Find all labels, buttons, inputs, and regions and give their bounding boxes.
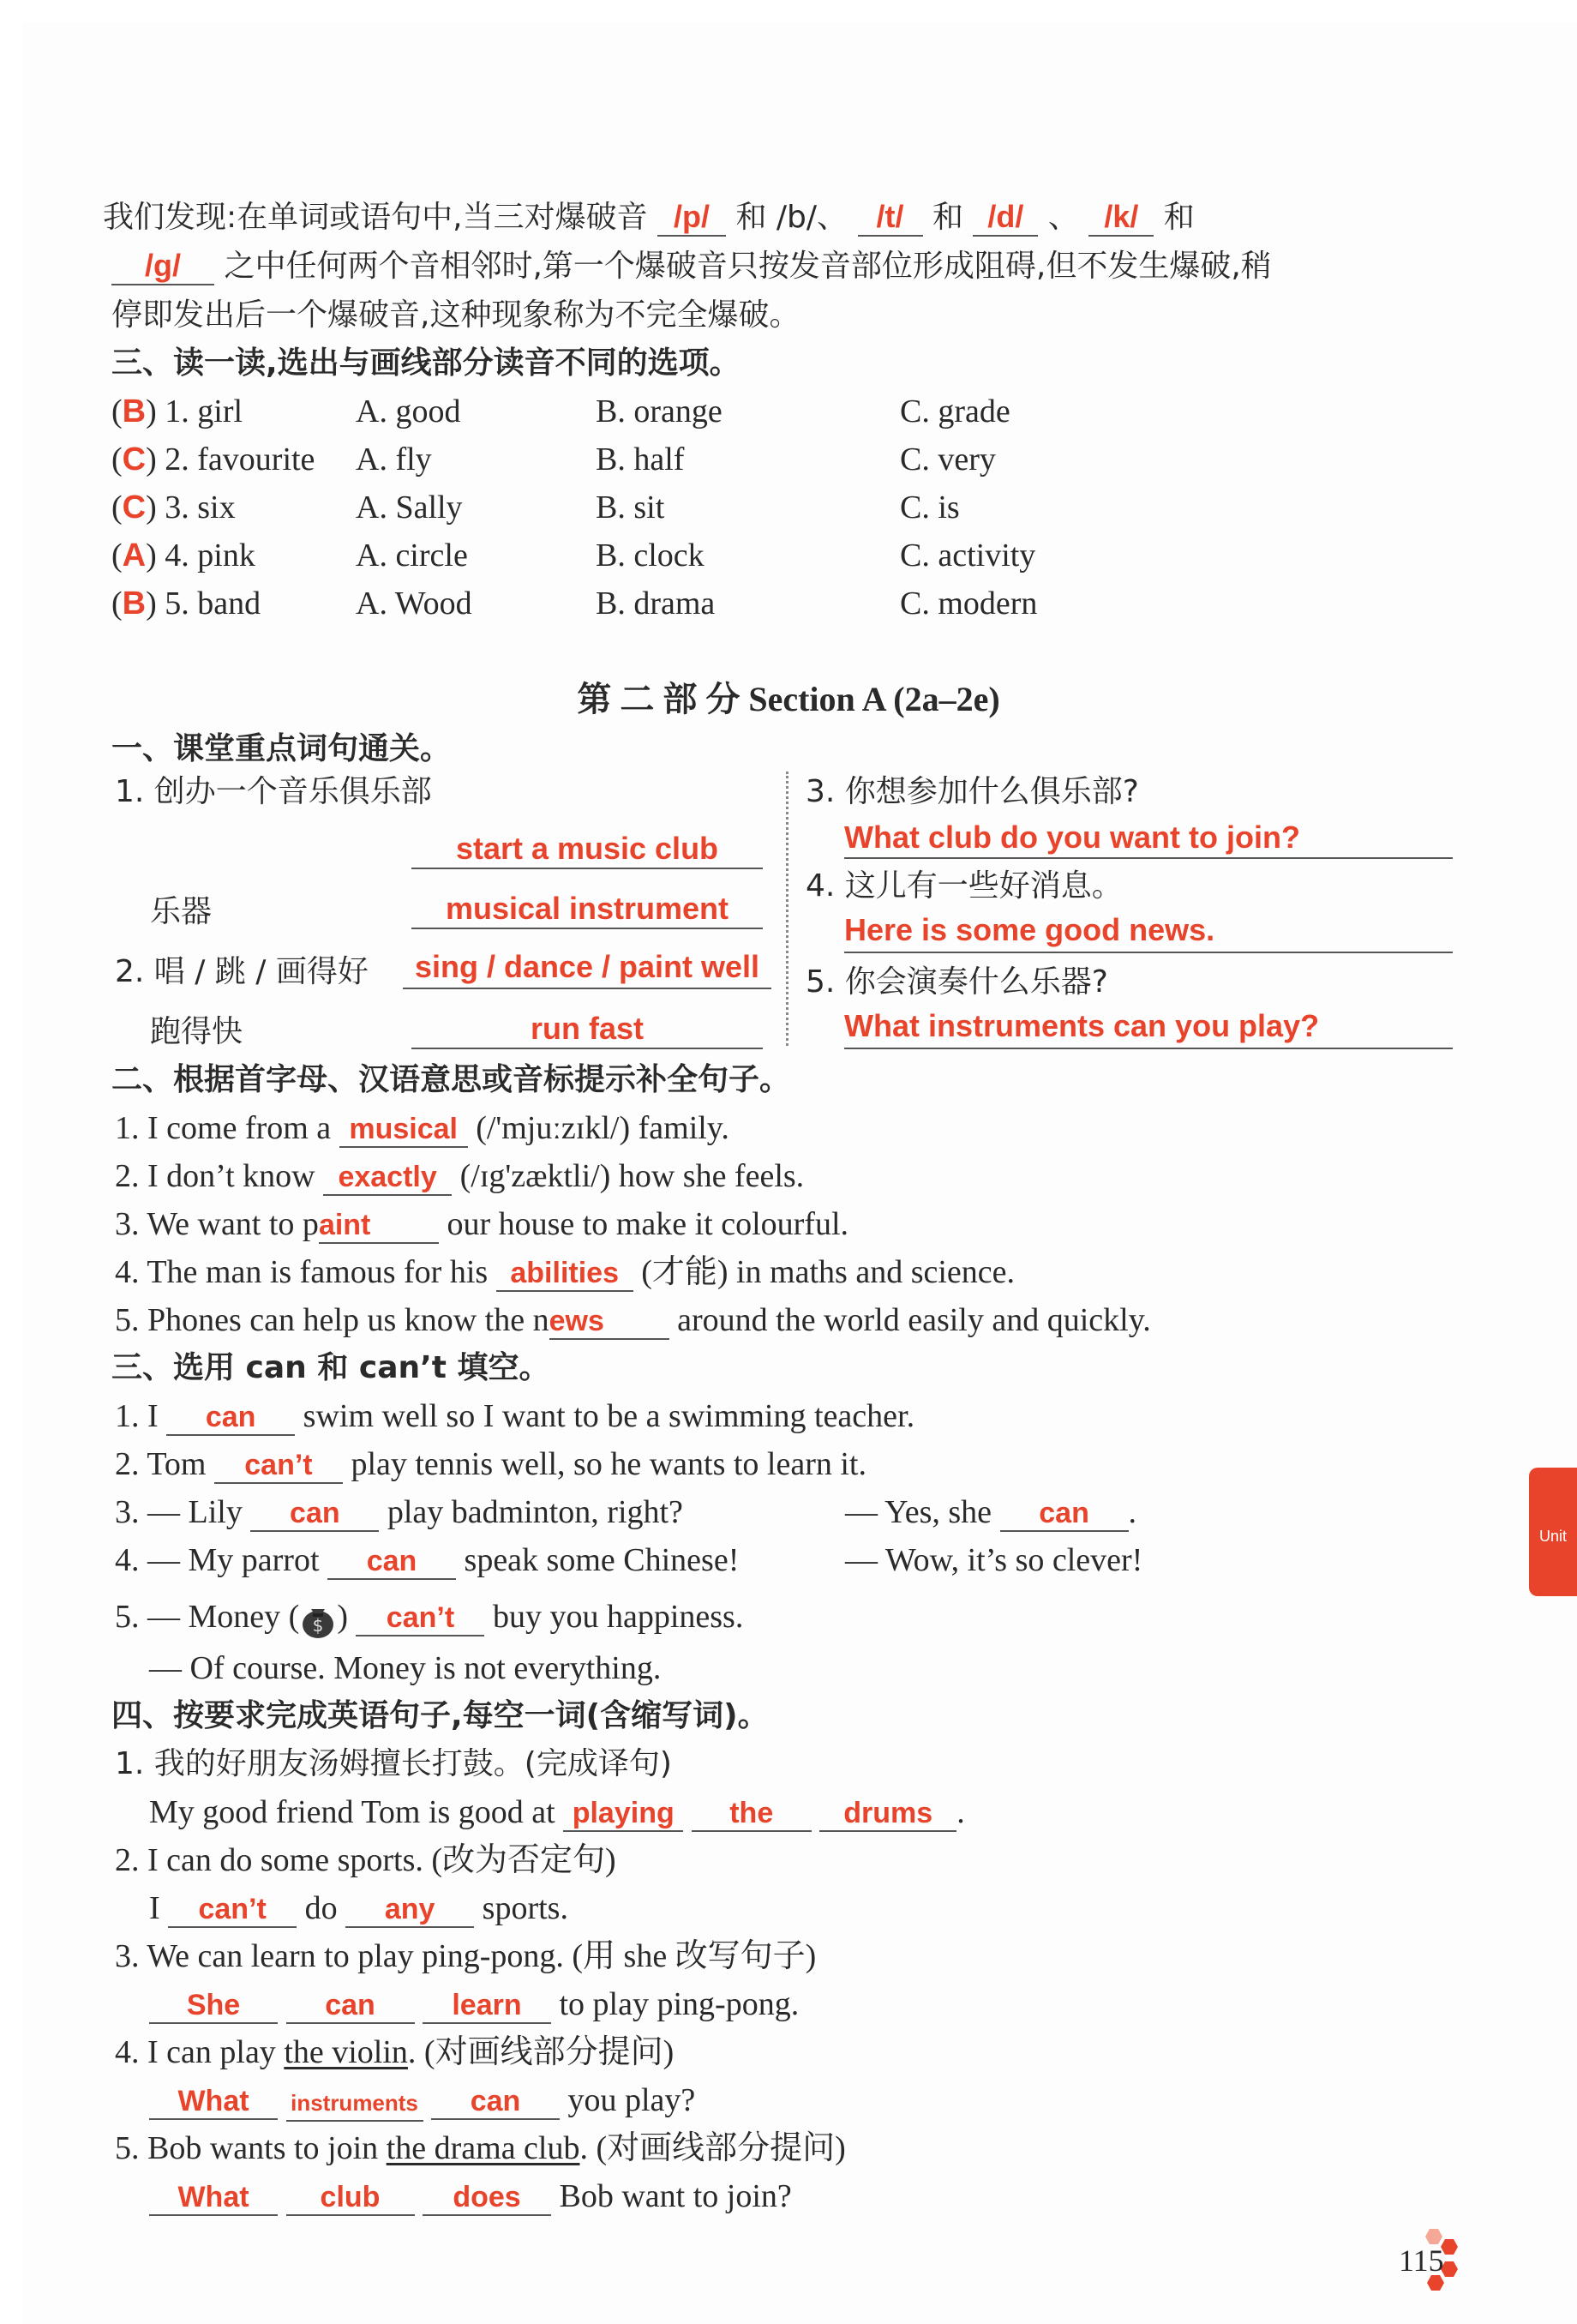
answer-text: What (177, 2085, 249, 2117)
section-heading: 二、根据首字母、汉语意思或音标提示补全句子。 (111, 1062, 791, 1097)
rewrite-answer-4 (149, 2080, 695, 2122)
answer-text: run fast (530, 1011, 644, 1046)
intro-line-1 (103, 197, 1195, 238)
sentence-text: — Yes, she (845, 1494, 992, 1530)
phrase-label: 3. 你想参加什么俱乐部? (806, 774, 1139, 809)
sentence-text: 4. — My parrot (115, 1542, 320, 1578)
phrase-label: 跑得快 (150, 1014, 243, 1049)
answer-text: can’t (244, 1449, 313, 1481)
read-item-question: (A) 4. pink (111, 537, 255, 573)
answer-blank (327, 1543, 456, 1580)
option-c (900, 391, 1010, 432)
sentence-text: to play ping-pong. (559, 1986, 800, 2022)
option-b: B. sit (596, 489, 665, 525)
option-b (596, 583, 715, 624)
answer-blank (111, 249, 214, 285)
option-b: B. clock (596, 537, 705, 573)
option-a: A. good (356, 393, 461, 429)
answer-text: C (122, 441, 147, 477)
underlined-text: the drama club (386, 2130, 580, 2166)
phrase-label: 2. 唱 / 跳 / 画得好 (115, 954, 369, 989)
read-item-question: (C) 2. favourite (111, 441, 315, 477)
section-title: 第 二 部 分 Section A (2a–2e) (577, 680, 1000, 718)
sentence-text: 1. I (115, 1398, 159, 1434)
answer-text: exactly (338, 1161, 437, 1193)
option-a (356, 583, 472, 624)
answer-blank (149, 2083, 278, 2120)
answer-blank (657, 200, 726, 237)
item-word: girl (197, 393, 243, 429)
fill-sentence-4 (115, 1252, 1015, 1293)
answer-text: /d/ (987, 199, 1024, 234)
fill-sentence-2 (115, 1156, 804, 1197)
answer-text: can (366, 1545, 417, 1577)
option-c: C. grade (900, 393, 1010, 429)
sentence-text: play badminton, right? (387, 1494, 683, 1530)
section-heading: 一、课堂重点词句通关。 (111, 731, 452, 766)
sentence-text: you play? (567, 2082, 696, 2118)
answer-text: club (320, 2181, 381, 2213)
underlined-text: the violin (284, 2034, 408, 2070)
sentence-text: our house to make it colourful. (447, 1206, 848, 1242)
can-reply-4: — Wow, it’s so clever! (845, 1542, 1143, 1578)
option-b (596, 535, 705, 576)
option-c: C. modern (900, 586, 1038, 622)
sentence-text: 1. I come from a (115, 1110, 332, 1146)
answer-blank (423, 2179, 551, 2216)
rewrite-question-3: 3. We can learn to play ping-pong. (用 she 改写句子) (115, 1938, 817, 1974)
answer-blank (973, 200, 1038, 237)
sentence-text: around the world easily and quickly. (677, 1302, 1151, 1338)
option-c (900, 439, 996, 480)
intro-text: 我们发现:在单词或语句中,当三对爆破音 (103, 200, 648, 235)
sentence-text: My good friend Tom is good at (149, 1794, 555, 1830)
answer-text: can (205, 1401, 256, 1433)
item-word: band (197, 586, 261, 622)
answer-text: can’t (198, 1893, 267, 1925)
option-a: A. circle (356, 537, 468, 573)
section-heading: 三、选用 can 和 can’t 填空。 (111, 1350, 550, 1385)
answer-blank (250, 1495, 379, 1532)
intro-text: 和 (1163, 200, 1195, 235)
option-a (356, 439, 432, 480)
intro-text: 之中任何两个音相邻时,第一个爆破音只按发音部位形成阻碍,但不发生爆破,稍 (224, 249, 1272, 284)
sentence-text: (/ɪg'zæktli/) how she feels. (459, 1158, 805, 1194)
section-heading: 三、读一读,选出与画线部分读音不同的选项。 (111, 345, 741, 381)
answer-blank (1000, 1495, 1129, 1532)
answer-text: C (122, 489, 147, 525)
sentence-text: . (对画线部分提问) (579, 2130, 846, 2166)
answer-blank (286, 1987, 415, 2024)
answer-text: learn (452, 1989, 522, 2021)
option-c: C. activity (900, 537, 1036, 573)
answer-text: playing (572, 1797, 675, 1829)
phrase-label: 4. 这儿有一些好消息。 (806, 868, 1123, 904)
sentence-text: (才能) in maths and science. (641, 1254, 1016, 1290)
answer-text: /g/ (145, 248, 181, 283)
read-item-question: (B) 1. girl (111, 393, 243, 429)
option-c (900, 487, 960, 528)
money-bag-icon (299, 1599, 337, 1640)
can-sentence-1 (115, 1396, 914, 1437)
section-heading: 四、按要求完成英语句子,每空一词(含缩写词)。 (111, 1698, 769, 1733)
answer-blank (166, 1399, 295, 1436)
answer-text: can’t (386, 1601, 455, 1634)
intro-line-2 (111, 246, 1272, 287)
can-sentence-3 (115, 1492, 683, 1533)
answer-blank (149, 1987, 278, 2024)
option-a: A. fly (356, 441, 432, 477)
phrase-label: 乐器 (150, 894, 213, 929)
answer-blank (431, 2083, 560, 2120)
answer-text: What instruments can you play? (844, 1008, 1320, 1043)
sentence-text: sports. (482, 1890, 568, 1926)
answer-blank (692, 1795, 812, 1832)
sentence-text: Bob want to join? (559, 2178, 792, 2214)
answer-text: start a music club (455, 831, 719, 866)
answer-blank (149, 2179, 278, 2216)
sentence-text: 5. Bob wants to join (115, 2130, 387, 2166)
item-word: favourite (197, 441, 315, 477)
page-number: 115 (1399, 2243, 1444, 2278)
item-number: 1. (165, 393, 189, 429)
answer-blank (323, 1159, 452, 1196)
option-b (596, 391, 723, 432)
answer-text: instruments (291, 2090, 418, 2116)
sentence-text: play tennis well, so he wants to learn it. (351, 1446, 866, 1482)
sentence-text: do (304, 1890, 338, 1926)
answer-text: can (470, 2085, 521, 2117)
answer-text: musical instrument (445, 891, 729, 926)
option-c: C. is (900, 489, 960, 525)
sentence-text: speak some Chinese! (464, 1542, 740, 1578)
sentence-text: 4. The man is famous for his (115, 1254, 489, 1290)
svg-text:$: $ (312, 1615, 324, 1636)
answer-text: abilities (510, 1257, 619, 1289)
answer-text: /t/ (876, 199, 904, 234)
answer-text: can (325, 1989, 375, 2021)
answer-text: She (186, 1989, 241, 2021)
answer-text: aint (318, 1209, 371, 1241)
rewrite-question-2: 2. I can do some sports. (改为否定句) (115, 1842, 616, 1878)
sentence-text: I (149, 1890, 160, 1926)
answer-text: /k/ (1104, 199, 1139, 234)
sentence-text: . (956, 1794, 965, 1830)
intro-line-3: 停即发出后一个爆破音,这种现象称为不完全爆破。 (111, 297, 800, 333)
answer-text: What (177, 2181, 249, 2213)
fill-sentence-5 (115, 1300, 1151, 1341)
intro-text: 和 (932, 200, 963, 235)
answer-text: A (122, 537, 147, 573)
answer-line (411, 928, 763, 929)
column-divider (786, 772, 788, 1046)
item-word: six (197, 489, 236, 525)
answer-text: What club do you want to join? (844, 820, 1300, 855)
answer-text: can (1039, 1497, 1089, 1529)
rewrite-question-5 (115, 2128, 846, 2169)
rewrite-answer-3 (149, 1984, 799, 2025)
item-word: pink (197, 537, 255, 573)
option-b: B. orange (596, 393, 723, 429)
fill-sentence-3 (115, 1204, 848, 1245)
sentence-text: 2. Tom (115, 1446, 207, 1482)
sentence-text: 2. I don’t know (115, 1158, 315, 1194)
phrase-label: 5. 你会演奏什么乐器? (806, 964, 1108, 1000)
answer-text: does (453, 2181, 521, 2213)
item-number: 4. (165, 537, 189, 573)
option-a: A. Sally (356, 489, 463, 525)
answer-blank (563, 1795, 683, 1832)
answer-line (844, 1048, 1453, 1049)
answer-line (411, 1048, 763, 1049)
intro-text: 、 (1047, 200, 1079, 235)
option-c: C. very (900, 441, 996, 477)
sentence-text: ) (337, 1599, 348, 1635)
sentence-text: 4. I can play (115, 2034, 285, 2070)
option-a (356, 391, 460, 432)
phrase-label: 1. 创办一个音乐俱乐部 (115, 774, 432, 809)
answer-blank (549, 1303, 669, 1340)
item-number: 2. (165, 441, 189, 477)
answer-blank (496, 1255, 633, 1292)
answer-blank (423, 1987, 551, 2024)
answer-text: ews (549, 1305, 604, 1337)
answer-text: can (290, 1497, 340, 1529)
answer-blank (286, 2083, 423, 2122)
answer-blank (319, 1207, 439, 1244)
rewrite-question-1: 1. 我的好朋友汤姆擅长打鼓。(完成译句) (115, 1746, 672, 1781)
answer-blank (339, 1111, 468, 1148)
answer-blank (345, 1891, 474, 1928)
answer-line (411, 868, 763, 869)
item-number: 5. (165, 586, 189, 622)
answer-blank (356, 1600, 484, 1636)
can-sentence-5 (115, 1596, 743, 1640)
can-sentence-2 (115, 1444, 866, 1485)
answer-text: sing / dance / paint well (414, 949, 760, 984)
answer-text: B (122, 586, 147, 622)
unit-tab-label: Unit (1539, 1528, 1568, 1545)
answer-line (844, 857, 1453, 859)
option-b (596, 487, 664, 528)
option-a (356, 487, 463, 528)
option-a (356, 535, 468, 576)
option-b: B. drama (596, 586, 716, 622)
sentence-text: (/'mjuːzɪkl/) family. (476, 1110, 729, 1146)
can-sentence-4 (115, 1540, 739, 1581)
answer-blank (1088, 200, 1154, 237)
sentence-text: swim well so I want to be a swimming teacher. (303, 1398, 915, 1434)
rewrite-answer-5 (149, 2176, 792, 2217)
sentence-text: . (1128, 1494, 1137, 1530)
answer-line (403, 988, 771, 989)
answer-text: /p/ (674, 199, 711, 234)
answer-text: any (384, 1893, 435, 1925)
sentence-text: 3. — Lily (115, 1494, 243, 1530)
answer-text: drums (843, 1797, 933, 1829)
can-reply-3 (845, 1492, 1136, 1533)
sentence-text: 3. We want to p (115, 1206, 319, 1242)
unit-tab[interactable] (1529, 1468, 1577, 1596)
option-a: A. Wood (356, 586, 472, 622)
answer-blank (286, 2179, 415, 2216)
sentence-text: 5. — Money ( (115, 1599, 300, 1635)
answer-line (844, 952, 1453, 953)
sentence-text: 5. Phones can help us know the n (115, 1302, 549, 1338)
fill-sentence-1 (115, 1108, 729, 1149)
rewrite-question-4 (115, 2032, 674, 2073)
answer-text: the (729, 1797, 774, 1829)
can-reply-5: — Of course. Money is not everything. (149, 1650, 662, 1686)
sentence-text: buy you happiness. (492, 1599, 744, 1635)
answer-blank (168, 1891, 297, 1928)
sentence-text: . (对画线部分提问) (407, 2034, 675, 2070)
rewrite-answer-1 (149, 1792, 965, 1833)
answer-blank (819, 1795, 956, 1832)
option-c (900, 535, 1035, 576)
answer-blank (858, 200, 923, 237)
read-item-question: (B) 5. band (111, 586, 261, 622)
item-number: 3. (165, 489, 189, 525)
answer-text: Here is some good news. (844, 912, 1215, 947)
answer-blank (214, 1447, 343, 1484)
option-c (900, 583, 1037, 624)
read-item-question: (C) 3. six (111, 489, 236, 525)
rewrite-answer-2 (149, 1888, 568, 1929)
answer-text: musical (349, 1113, 458, 1145)
option-b: B. half (596, 441, 685, 477)
answer-text: B (122, 393, 147, 429)
option-b (596, 439, 684, 480)
intro-text: 和 /b/、 (735, 200, 848, 235)
